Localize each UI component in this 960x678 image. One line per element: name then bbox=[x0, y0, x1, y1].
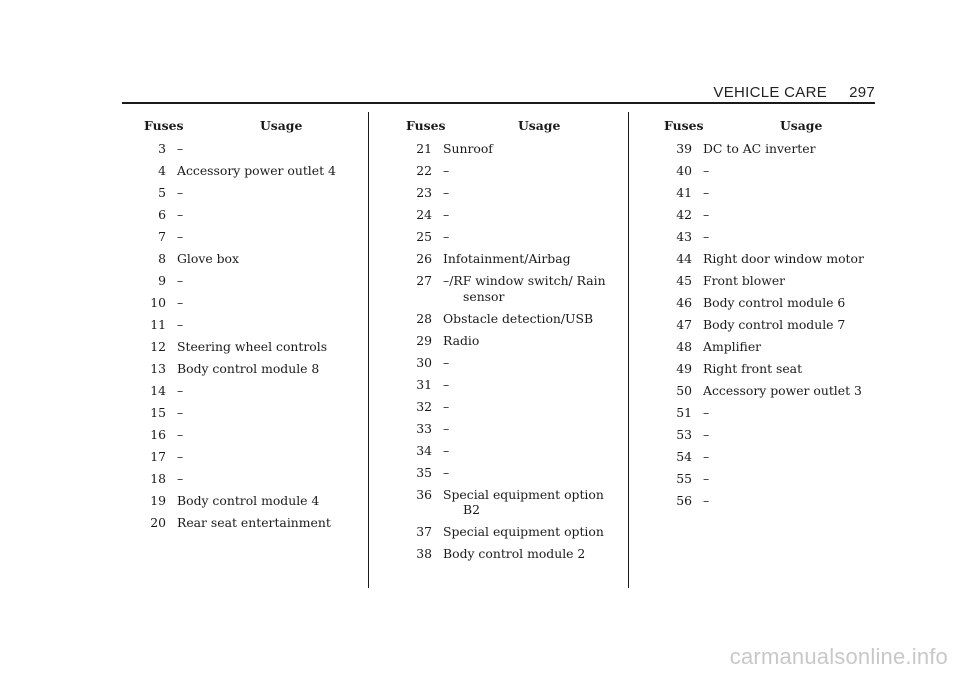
fuses-header: Fuses bbox=[664, 118, 704, 133]
fuse-number: 54 bbox=[676, 449, 692, 464]
fuse-usage: – bbox=[443, 229, 450, 244]
fuse-number: 51 bbox=[676, 405, 692, 420]
fuse-usage: Right front seat bbox=[703, 361, 803, 376]
table-row bbox=[658, 273, 868, 289]
table-row bbox=[658, 493, 868, 509]
fuse-usage: Amplifier bbox=[703, 339, 762, 354]
fuse-usage: – bbox=[703, 471, 710, 486]
fuse-usage: – bbox=[443, 464, 450, 480]
page-number: 297 bbox=[849, 84, 875, 101]
fuse-usage: Steering wheel controls bbox=[177, 339, 328, 354]
fuse-number: 39 bbox=[676, 141, 692, 156]
fuse-usage: –/RF window switch/ Rain sensor bbox=[443, 273, 606, 304]
table-row bbox=[136, 383, 356, 399]
fuse-usage: Obstacle detection/USB bbox=[443, 310, 594, 326]
table-row bbox=[398, 421, 620, 437]
fuse-number: 53 bbox=[676, 427, 692, 442]
column-divider bbox=[368, 112, 369, 588]
fuse-usage: – bbox=[703, 185, 710, 200]
table-row bbox=[658, 207, 868, 223]
fuse-number: 18 bbox=[150, 471, 166, 486]
fuse-number: 28 bbox=[416, 310, 432, 326]
fuse-number: 48 bbox=[676, 339, 692, 354]
table-row bbox=[136, 427, 356, 443]
fuse-number: 10 bbox=[150, 295, 166, 310]
table-row bbox=[136, 251, 356, 267]
fuse-usage: – bbox=[703, 427, 710, 442]
fuse-usage: Body control module 4 bbox=[177, 493, 320, 508]
fuse-number: 23 bbox=[416, 185, 432, 200]
table-row bbox=[398, 311, 620, 327]
table-row bbox=[398, 229, 620, 245]
table-row bbox=[398, 251, 620, 267]
fuse-number: 24 bbox=[416, 207, 432, 222]
fuse-number: 16 bbox=[150, 427, 166, 442]
table-row bbox=[658, 251, 868, 267]
fuse-number: 33 bbox=[416, 420, 432, 436]
fuse-number: 37 bbox=[416, 524, 432, 539]
fuse-number: 3 bbox=[158, 141, 166, 156]
fuse-column bbox=[398, 112, 620, 568]
fuse-usage: Right door window motor bbox=[703, 251, 864, 266]
table-row bbox=[398, 377, 620, 393]
fuse-usage: Body control module 6 bbox=[703, 295, 846, 310]
fuse-number: 46 bbox=[676, 295, 692, 310]
fuse-usage: – bbox=[443, 207, 450, 222]
table-row bbox=[658, 295, 868, 311]
table-row bbox=[658, 339, 868, 355]
fuse-usage: Body control module 8 bbox=[177, 361, 320, 376]
table-row bbox=[136, 273, 356, 289]
fuses-header: Fuses bbox=[406, 118, 446, 133]
fuse-number: 11 bbox=[150, 317, 166, 332]
fuse-number: 38 bbox=[416, 546, 432, 561]
fuse-usage: – bbox=[703, 229, 710, 244]
fuse-number: 17 bbox=[150, 449, 166, 464]
fuse-usage: – bbox=[703, 493, 710, 508]
table-row bbox=[398, 443, 620, 459]
fuse-number: 14 bbox=[150, 383, 166, 398]
fuse-usage: – bbox=[443, 442, 450, 458]
table-row bbox=[398, 524, 620, 540]
table-row bbox=[398, 333, 620, 349]
table-row bbox=[658, 317, 868, 333]
table-row bbox=[398, 355, 620, 371]
fuse-column bbox=[136, 112, 356, 537]
table-row bbox=[658, 449, 868, 465]
fuse-usage: Sunroof bbox=[443, 141, 493, 156]
fuse-number: 6 bbox=[158, 207, 166, 222]
table-row bbox=[658, 383, 868, 399]
table-row bbox=[398, 163, 620, 179]
fuse-usage: – bbox=[703, 449, 710, 464]
table-row bbox=[658, 405, 868, 421]
fuse-number: 47 bbox=[676, 317, 692, 332]
fuse-number: 22 bbox=[416, 163, 432, 178]
table-row bbox=[658, 229, 868, 245]
fuse-number: 4 bbox=[158, 163, 166, 178]
column-header bbox=[398, 112, 620, 134]
table-row bbox=[136, 515, 356, 531]
table-row bbox=[136, 449, 356, 465]
fuse-usage: – bbox=[443, 420, 450, 436]
table-row bbox=[398, 546, 620, 562]
fuse-number: 34 bbox=[416, 442, 432, 458]
fuse-number: 31 bbox=[416, 376, 432, 392]
header-rule bbox=[122, 102, 875, 104]
watermark: carmanualsonline.info bbox=[729, 644, 948, 669]
fuse-usage: – bbox=[703, 163, 710, 178]
table-row bbox=[398, 207, 620, 223]
fuse-number: 12 bbox=[150, 339, 166, 354]
fuse-number: 5 bbox=[158, 185, 166, 200]
fuse-usage: – bbox=[443, 376, 450, 392]
fuse-usage: Accessory power outlet 3 bbox=[703, 383, 862, 398]
table-row bbox=[658, 361, 868, 377]
table-row bbox=[658, 141, 868, 157]
fuse-usage: – bbox=[177, 141, 184, 156]
fuse-number: 55 bbox=[676, 471, 692, 486]
fuse-number: 32 bbox=[416, 398, 432, 414]
fuse-number: 13 bbox=[150, 361, 166, 376]
fuse-number: 56 bbox=[676, 493, 692, 508]
fuse-number: 49 bbox=[676, 361, 692, 376]
fuse-number: 27 bbox=[416, 273, 432, 288]
fuse-number: 19 bbox=[150, 493, 166, 508]
fuse-number: 21 bbox=[416, 141, 432, 156]
fuse-usage: – bbox=[177, 449, 184, 464]
fuse-number: 29 bbox=[416, 332, 432, 348]
table-row bbox=[658, 163, 868, 179]
page-header bbox=[122, 84, 875, 102]
fuse-usage: Rear seat entertainment bbox=[177, 515, 331, 530]
fuse-number: 7 bbox=[158, 229, 166, 244]
table-row bbox=[136, 361, 356, 377]
fuse-number: 40 bbox=[676, 163, 692, 178]
table-row bbox=[136, 339, 356, 355]
fuse-usage: DC to AC inverter bbox=[703, 141, 816, 156]
fuse-usage: Body control module 7 bbox=[703, 317, 846, 332]
table-row bbox=[136, 207, 356, 223]
fuse-number: 26 bbox=[416, 251, 432, 266]
table-row bbox=[658, 427, 868, 443]
table-row bbox=[136, 405, 356, 421]
table-row bbox=[136, 229, 356, 245]
fuse-number: 41 bbox=[676, 185, 692, 200]
table-row bbox=[398, 141, 620, 157]
fuse-usage: Special equipment option bbox=[443, 524, 604, 539]
fuse-usage: – bbox=[177, 185, 184, 200]
table-row bbox=[136, 471, 356, 487]
fuse-number: 20 bbox=[150, 515, 166, 530]
fuse-usage: Accessory power outlet 4 bbox=[177, 163, 336, 178]
fuse-usage: – bbox=[177, 295, 184, 310]
fuse-number: 36 bbox=[416, 486, 432, 502]
table-row bbox=[136, 141, 356, 157]
fuse-number: 30 bbox=[416, 354, 432, 370]
table-row bbox=[398, 465, 620, 481]
fuse-number: 35 bbox=[416, 464, 432, 480]
fuse-usage: Front blower bbox=[703, 273, 786, 288]
table-row bbox=[136, 317, 356, 333]
fuse-usage: – bbox=[177, 427, 184, 442]
fuse-number: 25 bbox=[416, 229, 432, 244]
fuse-number: 43 bbox=[676, 229, 692, 244]
fuses-header: Fuses bbox=[144, 118, 184, 133]
fuse-number: 42 bbox=[676, 207, 692, 222]
fuse-column bbox=[658, 112, 868, 515]
section-title: VEHICLE CARE bbox=[713, 84, 828, 101]
fuse-usage: Glove box bbox=[177, 251, 239, 266]
fuse-usage: – bbox=[443, 163, 450, 178]
fuse-usage: – bbox=[177, 317, 184, 332]
fuse-usage: – bbox=[443, 398, 450, 414]
usage-header: Usage bbox=[518, 118, 561, 133]
usage-header: Usage bbox=[260, 118, 303, 133]
fuse-usage: – bbox=[177, 405, 184, 420]
table-row bbox=[398, 399, 620, 415]
fuse-number: 8 bbox=[158, 251, 166, 266]
column-header bbox=[658, 112, 868, 134]
fuse-number: 50 bbox=[676, 383, 692, 398]
column-header bbox=[136, 112, 356, 134]
fuse-usage: – bbox=[177, 229, 184, 244]
fuse-number: 45 bbox=[676, 273, 692, 288]
table-row bbox=[398, 487, 620, 518]
fuse-number: 44 bbox=[676, 251, 692, 266]
fuse-usage: Special equipment option B2 bbox=[443, 486, 604, 517]
fuse-number: 9 bbox=[158, 273, 166, 288]
fuse-usage: – bbox=[443, 185, 450, 200]
table-row bbox=[136, 185, 356, 201]
fuse-usage: – bbox=[703, 405, 710, 420]
fuse-usage: – bbox=[703, 207, 710, 222]
table-row bbox=[136, 295, 356, 311]
fuse-usage: – bbox=[177, 207, 184, 222]
fuse-usage: Infotainment/Airbag bbox=[443, 251, 571, 266]
column-divider bbox=[628, 112, 629, 588]
fuse-usage: Radio bbox=[443, 332, 480, 348]
fuse-usage: – bbox=[177, 273, 184, 288]
table-row bbox=[136, 493, 356, 509]
table-row bbox=[398, 185, 620, 201]
fuse-usage: – bbox=[177, 383, 184, 398]
fuse-usage: Body control module 2 bbox=[443, 546, 586, 561]
fuse-usage: – bbox=[177, 471, 184, 486]
fuse-usage: – bbox=[443, 354, 450, 370]
table-row bbox=[658, 185, 868, 201]
table-row bbox=[398, 273, 620, 304]
fuse-number: 15 bbox=[150, 405, 166, 420]
usage-header: Usage bbox=[780, 118, 823, 133]
table-row bbox=[136, 163, 356, 179]
table-row bbox=[658, 471, 868, 487]
